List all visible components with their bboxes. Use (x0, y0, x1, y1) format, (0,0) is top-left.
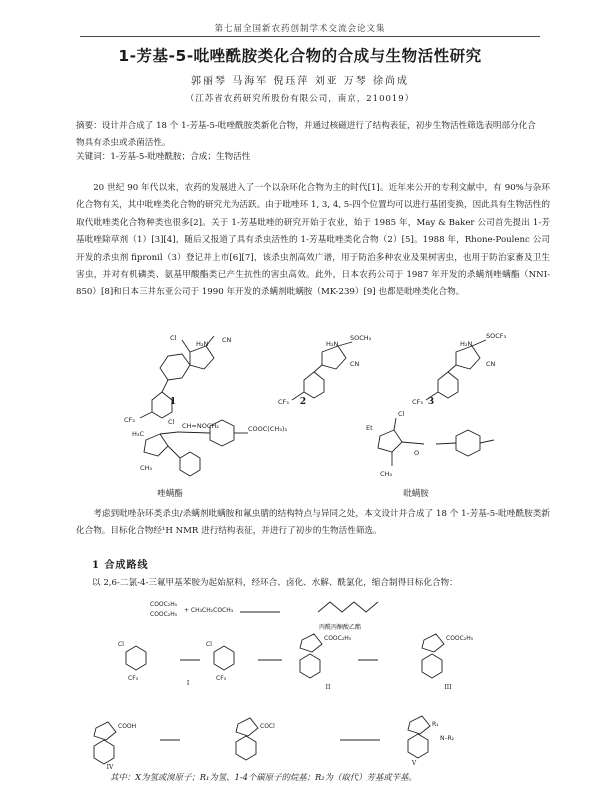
svg-text:CF₃: CF₃ (124, 416, 135, 424)
svg-text:CF₃: CF₃ (278, 398, 289, 406)
svg-text:CN: CN (486, 360, 496, 368)
scheme-numeral-5: V (411, 760, 417, 767)
svg-text:Cl: Cl (206, 641, 212, 648)
svg-text:R₁: R₁ (432, 721, 439, 728)
svg-text:CF₃: CF₃ (128, 675, 139, 682)
scheme-numeral-4: IV (106, 764, 114, 771)
svg-text:COOC₂H₅: COOC₂H₅ (150, 611, 178, 618)
scheme-numeral-1: I (186, 680, 190, 687)
scheme-numeral-3: III (444, 684, 452, 691)
svg-text:CN: CN (350, 360, 360, 368)
scheme-footnote: 其中：X为氢或溴原子；R₁为氢、1-4个碳原子的烷基；R₂为（取代）芳基或苄基。 (110, 772, 417, 782)
compound-label-1: 1 (169, 397, 177, 407)
design-paragraph: 考虑到吡唑杂环类杀虫/杀螨剂吡螨胺和氟虫腈的结构特点与异同之处，本文设计并合成了 18 个 1-芳基-5-吡唑酰胺类新化合物。目标化合物经¹H NMR 进行结构表征，并进行了初步的生物活性筛选。 (76, 509, 550, 537)
svg-text:SOCH₃: SOCH₃ (350, 334, 372, 342)
scheme-numeral-2: II (325, 684, 331, 691)
svg-text:Cl: Cl (118, 641, 124, 648)
svg-text:H₃C: H₃C (132, 430, 145, 438)
svg-text:Et: Et (366, 424, 373, 432)
svg-text:CF₃: CF₃ (216, 675, 227, 682)
compound-label-3: 3 (427, 397, 435, 407)
compound-3-structure (426, 340, 486, 400)
keywords-label: 关键词： (76, 152, 111, 162)
compound-label-2: 2 (299, 397, 307, 407)
scheme-label: 丙酰丙酮酸乙酯 (318, 624, 361, 631)
compound-2-structure (292, 342, 352, 400)
svg-text:CH₃: CH₃ (380, 470, 393, 478)
section-heading: 1 合成路线 (92, 560, 149, 571)
svg-text:COOC₂H₅: COOC₂H₅ (324, 635, 352, 642)
affiliation: （江苏省农药研究所股份有限公司，南京，210019） (185, 94, 415, 104)
svg-text:COOH: COOH (118, 723, 137, 730)
compound-name-tebufenpyrad: 吡螨胺 (403, 489, 429, 499)
svg-text:Cl: Cl (398, 410, 405, 418)
abstract-text: 设计并合成了 18 个 1-芳基-5-吡唑酰胺类新化合物，并通过核磁进行了结构表征，初步生物活性筛选表明部分化合物具有杀虫或杀菌活性。 (76, 121, 536, 148)
paper-title: 1-芳基-5-吡唑酰胺类化合物的合成与生物活性研究 (118, 47, 482, 65)
svg-text:H₂N: H₂N (196, 340, 209, 348)
svg-text:N–R₂: N–R₂ (440, 735, 455, 742)
svg-text:H₂N: H₂N (326, 340, 339, 348)
svg-text:COOC₂H₅: COOC₂H₅ (446, 635, 474, 642)
svg-text:CH₃: CH₃ (140, 464, 153, 472)
svg-text:CN: CN (222, 336, 232, 344)
compound-name-fenpyroximate: 唑螨酯 (157, 489, 183, 499)
route-paragraph: 以 2,6-二氯-4-三氟甲基苯胺为起始原料，经环合、卤化、水解、酰氯化，缩合制得目标化合物： (92, 578, 458, 588)
synthesis-scheme (94, 602, 444, 764)
journal-header: 第七届全国新农药创制学术交流会论文集 (214, 24, 386, 34)
keywords-text: 1-芳基-5-吡唑酰胺；合成；生物活性 (110, 152, 251, 162)
svg-text:CF₃: CF₃ (412, 398, 423, 406)
svg-text:H₂N: H₂N (460, 340, 473, 348)
intro-paragraph: 20 世纪 90 年代以来，农药的发展进入了一个以杂环化合物为主的时代[1]。近年来公开的专利文献中，有 90%与杂环化合物有关，其中吡唑类化合物的研究尤为活跃。由于吡唑环 1, 3, 4, 5-四个位置均可以进行基团变换，因此具有生物活性的取代吡唑类化合物种类也很多[2]。关于 1-芳基吡唑的研究开始于农业，始于 1985 年，May & Baker 公司首先提出 1-芳基吡唑除草剂（1）[3][4]，随后又报道了具有杀虫活性的 1-芳基吡唑类化合物（2）[5]。1988 年，Rhone-Poulenc 公司开发的杀虫剂 fipronil（3）登记并上市[6][7]，该杀虫剂高效广谱，用于防治多种农业及果树害虫，也用于防治家畜及卫生害虫，并对有机磷类、氨基甲酸酯类已产生抗性的害虫高效。此外，日本农药公司于 1987 年开发的杀螨剂唑螨酯（NNI-850）[8]和日本三井东亚公司于 1990 年开发的杀螨剂吡螨胺（MK-239）[9] 也都是吡唑类化合物。 (76, 183, 550, 298)
svg-text:COOC(CH₃)₃: COOC(CH₃)₃ (248, 425, 288, 433)
svg-text:COCl: COCl (260, 723, 275, 730)
author-list: 郭丽琴 马海军 倪珏萍 刘亚 万琴 徐尚成 (191, 76, 409, 87)
svg-text:SOCF₃: SOCF₃ (486, 332, 507, 340)
svg-text:+ CH₃CH₂COCH₃: + CH₃CH₂COCH₃ (184, 607, 234, 614)
svg-text:Cl: Cl (168, 418, 175, 426)
tebufenpyrad-structure (378, 418, 494, 466)
svg-text:Cl: Cl (170, 334, 177, 342)
svg-text:O: O (414, 449, 420, 457)
svg-text:COOC₂H₅: COOC₂H₅ (150, 601, 178, 608)
svg-text:CH=NOCH₂: CH=NOCH₂ (182, 422, 219, 430)
abstract-label: 摘要： (76, 121, 102, 131)
